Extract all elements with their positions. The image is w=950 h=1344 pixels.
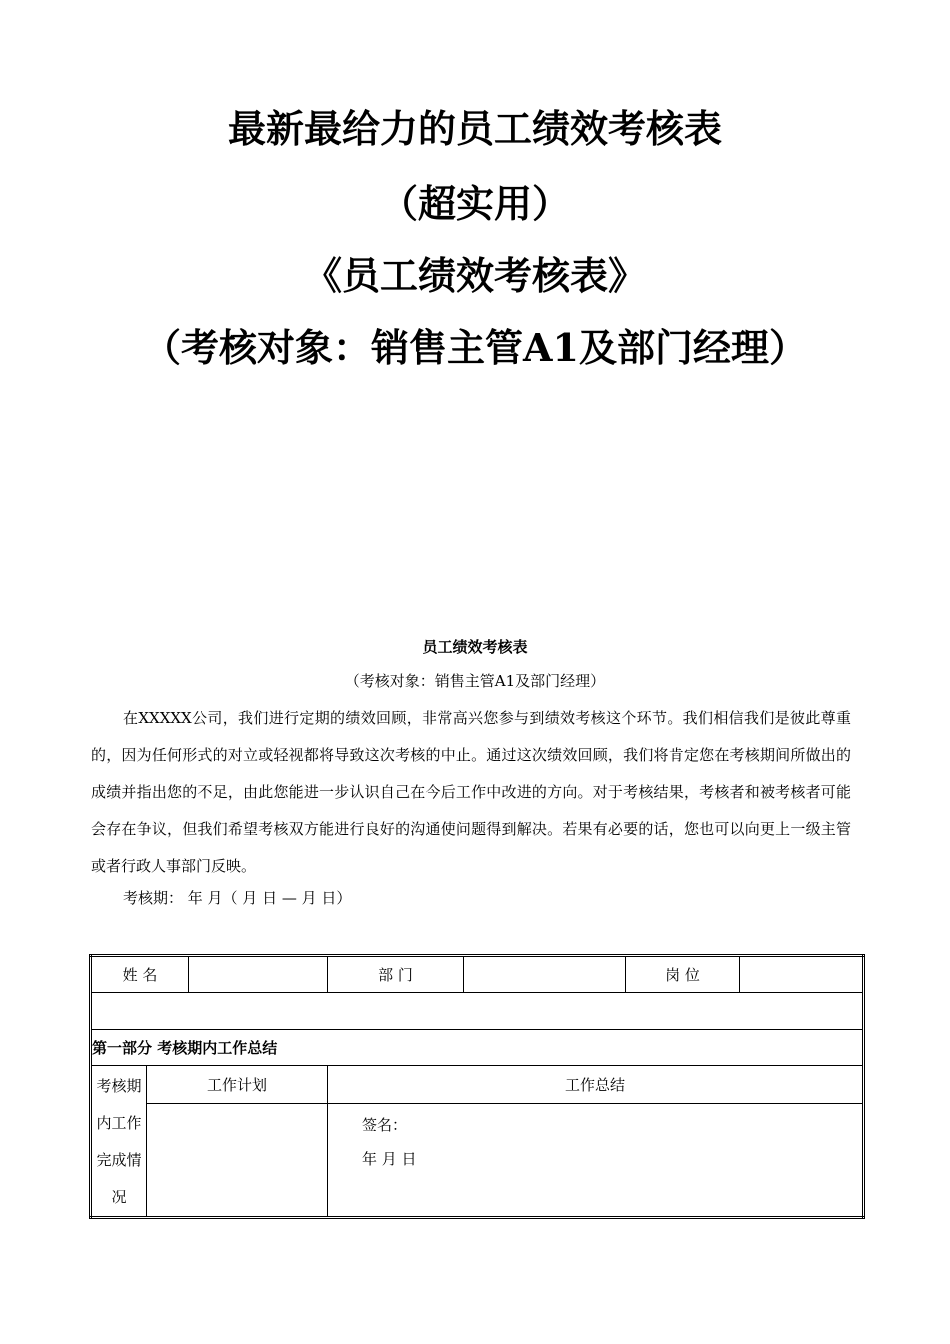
form-subtitle: （考核对象：销售主管A1及部门经理）	[344, 672, 606, 690]
completion-label: 考核期内工作完成情况	[91, 1066, 147, 1218]
intro-paragraph: 在XXXXX公司，我们进行定期的绩效回顾，非常高兴您参与到绩效考核这个环节。我们相信我们是彼此尊重的，因为任何形式的对立或轻视都将导致这次考核的中止。通过这次绩效回顾，我们将肯定您在考核期间所做出的成绩并指出您的不足，由此您能进一步认识自己在今后工作中改进的方向。对于考核结果，考核者和被考核者可能会存在争议，但我们希望考核双方能进行良好的沟通使问题得到解决。若果有必要的话，您也可以向更上一级主管或者行政人事部门反映。	[91, 709, 851, 875]
summary-field[interactable]	[328, 1103, 864, 1217]
review-period: 考核期： 年 月（ 月 日 — 月 日）	[123, 889, 352, 907]
main-title-note: （超实用）	[379, 181, 570, 226]
target-title: （考核对象：销售主管A1及部门经理）	[143, 325, 807, 370]
dept-field[interactable]	[464, 956, 626, 993]
part1-title: 第一部分 考核期内工作总结	[91, 1030, 864, 1066]
plan-field[interactable]	[147, 1103, 328, 1217]
post-label: 岗 位	[626, 956, 740, 993]
post-field[interactable]	[740, 956, 864, 993]
sub-title: 《员工绩效考核表》	[303, 253, 646, 298]
evaluation-table	[89, 954, 865, 1219]
date-label: 年 月 日	[362, 1149, 417, 1168]
name-label: 姓 名	[91, 956, 189, 993]
plan-header: 工作计划	[147, 1066, 328, 1104]
main-title: 最新最给力的员工绩效考核表	[227, 106, 722, 151]
dept-label: 部 门	[328, 956, 464, 993]
name-field[interactable]	[189, 956, 328, 993]
form-title: 员工绩效考核表	[422, 638, 528, 656]
sign-label: 签名：	[362, 1115, 408, 1134]
summary-header: 工作总结	[328, 1066, 864, 1104]
blank-row	[91, 993, 864, 1030]
